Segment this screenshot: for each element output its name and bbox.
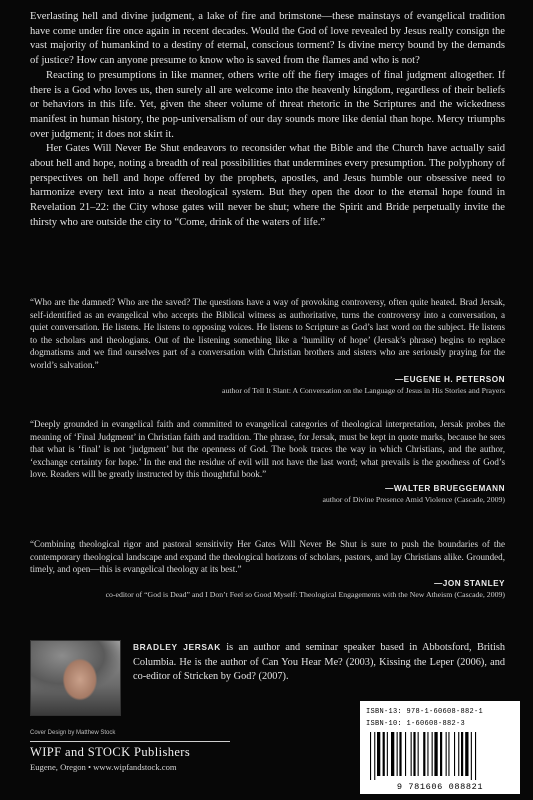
author-bio-text: is an author and seminar speaker based in Abbotsford, British Columbia. He is the author of Can You Hear Me? (2003), Kissing the Leper (2006), and co-editor of Stricken by God? (2007).: [133, 642, 505, 683]
endorsement-attribution: [30, 483, 505, 505]
intro-paragraph-1: Everlasting hell and divine judgment, a lake of fire and brimstone—these mainstays of evangelical tradition have come under fire once again in recent decades. Would the God of love revealed by Jesus really consign the vast majority of humankind to a destiny of eternal, conscious torment? Is divine mercy bound by the demands of justice? How can anyone presume to know who is saved from the flames and who is not?: [30, 11, 505, 67]
endorser-role: author of Divine Presence Amid Violence (Cascade, 2009): [322, 494, 505, 504]
publisher-address: Eugene, Oregon • www.wipfandstock.com: [30, 762, 177, 772]
barcode-bars: [368, 732, 512, 780]
isbn-10: ISBN-10: 1-60608-882-3: [366, 720, 466, 728]
publisher-block: [30, 741, 230, 772]
endorsement-brueggemann: [30, 418, 505, 505]
cover-design-credit: Cover Design by Matthew Stock: [30, 730, 116, 736]
author-bio: [133, 640, 505, 685]
publisher-name: WIPF and STOCK Publishers: [30, 745, 191, 759]
author-name: BRADLEY JERSAK: [133, 642, 221, 652]
endorsement-stanley: [30, 538, 505, 600]
intro-paragraph-2: Reacting to presumptions in like manner, others write off the fiery images of final judgment altogether. If there is a God who loves us, then surely all are welcome into the heavenly kingdom, regardless of their beliefs or behaviors in this life. Yet, given the sheer volume of threat rhetoric in the Scriptures and the wickedness manifest in human history, the pop-universalism of our day sounds more like denial than hope. Mercy triumphs over judgment; it does not skirt it.: [30, 69, 505, 140]
intro-paragraph-3: Her Gates Will Never Be Shut endeavors to reconsider what the Bible and the Church have actually said about hell and hope, noting a breadth of real possibilities that undermines every presumption. The polyphony of perspectives on hell and hope offered by the prophets, apostles, and Jesus humble our obsessive need to harmonize every text into a neat theological system. But they open the door to the eternal hope found in Revelation 21–22: the City whose gates will never be shut; where the Spirit and Bride perpetually invite the thirsty who are outside the city to “Come, drink of the waters of life.”: [30, 143, 505, 228]
endorsement-quote: “Who are the damned? Who are the saved? The questions have a way of provoking controversy, often quite heated. Brad Jersak, self-identified as an evangelical who accepts the Biblical witness as authoritative, turns the controversy into a conversation, a quiet conversation. He listens. He listens to opposing voices. He listens to Scripture as God’s last word on the subject. He listens to the scholars and theologians. Out of the listening something like a ‘humility of hope’ (Jersak’s phrase) begins to replace dogmatisms and we find ourselves part of a conversation with Christian brothers and sisters who are seriously praying for the world’s salvation.”: [30, 297, 505, 370]
endorsement-quote: “Deeply grounded in evangelical faith and committed to evangelical categories of theological interpretation, Jersak probes the meaning of ‘Final Judgment’ in Christian faith and tradition. The phrase, for Jersak, must be kept in quote marks, because he sees that what is ‘final’ is not ‘judgment’ but the openness of God. The book traces the way in which Christians, and the author, ‘exchange certainty for hope.’ In the end the residue of evil will not have the last word; what prevails is the goodness of God’s love. Readers will be greatly instructed by this thoughtful book.”: [30, 419, 505, 480]
isbn-13: ISBN-13: 978-1-60608-882-1: [366, 708, 484, 716]
endorsement-attribution: [30, 374, 505, 396]
endorser-role: co-editor of “God is Dead” and I Don’t Feel so Good Myself: Theological Engagements with the New Atheism (Cascade, 2009): [105, 589, 505, 599]
barcode-digits: 9 781606 088821: [396, 782, 484, 792]
endorsement-peterson: [30, 296, 505, 396]
endorsement-quote: “Combining theological rigor and pastoral sensitivity Her Gates Will Never Be Shut is sure to push the boundaries of the contemporary theological landscape and expand the theological horizons of scholars, pastors, and lay Christians alike. Grounded, timely, and open—this is evangelical theology at its best.”: [30, 539, 505, 575]
author-photo: [30, 640, 121, 716]
endorser-name: —JON STANLEY: [434, 578, 505, 588]
isbn-barcode: [360, 701, 520, 794]
description: [30, 10, 505, 231]
endorser-name: —EUGENE H. PETERSON: [394, 374, 505, 384]
endorser-role: author of Tell It Slant: A Conversation on the Language of Jesus in His Stories and Prayers: [222, 385, 505, 395]
endorser-name: —WALTER BRUEGGEMANN: [385, 483, 505, 493]
endorsement-attribution: [30, 578, 505, 600]
